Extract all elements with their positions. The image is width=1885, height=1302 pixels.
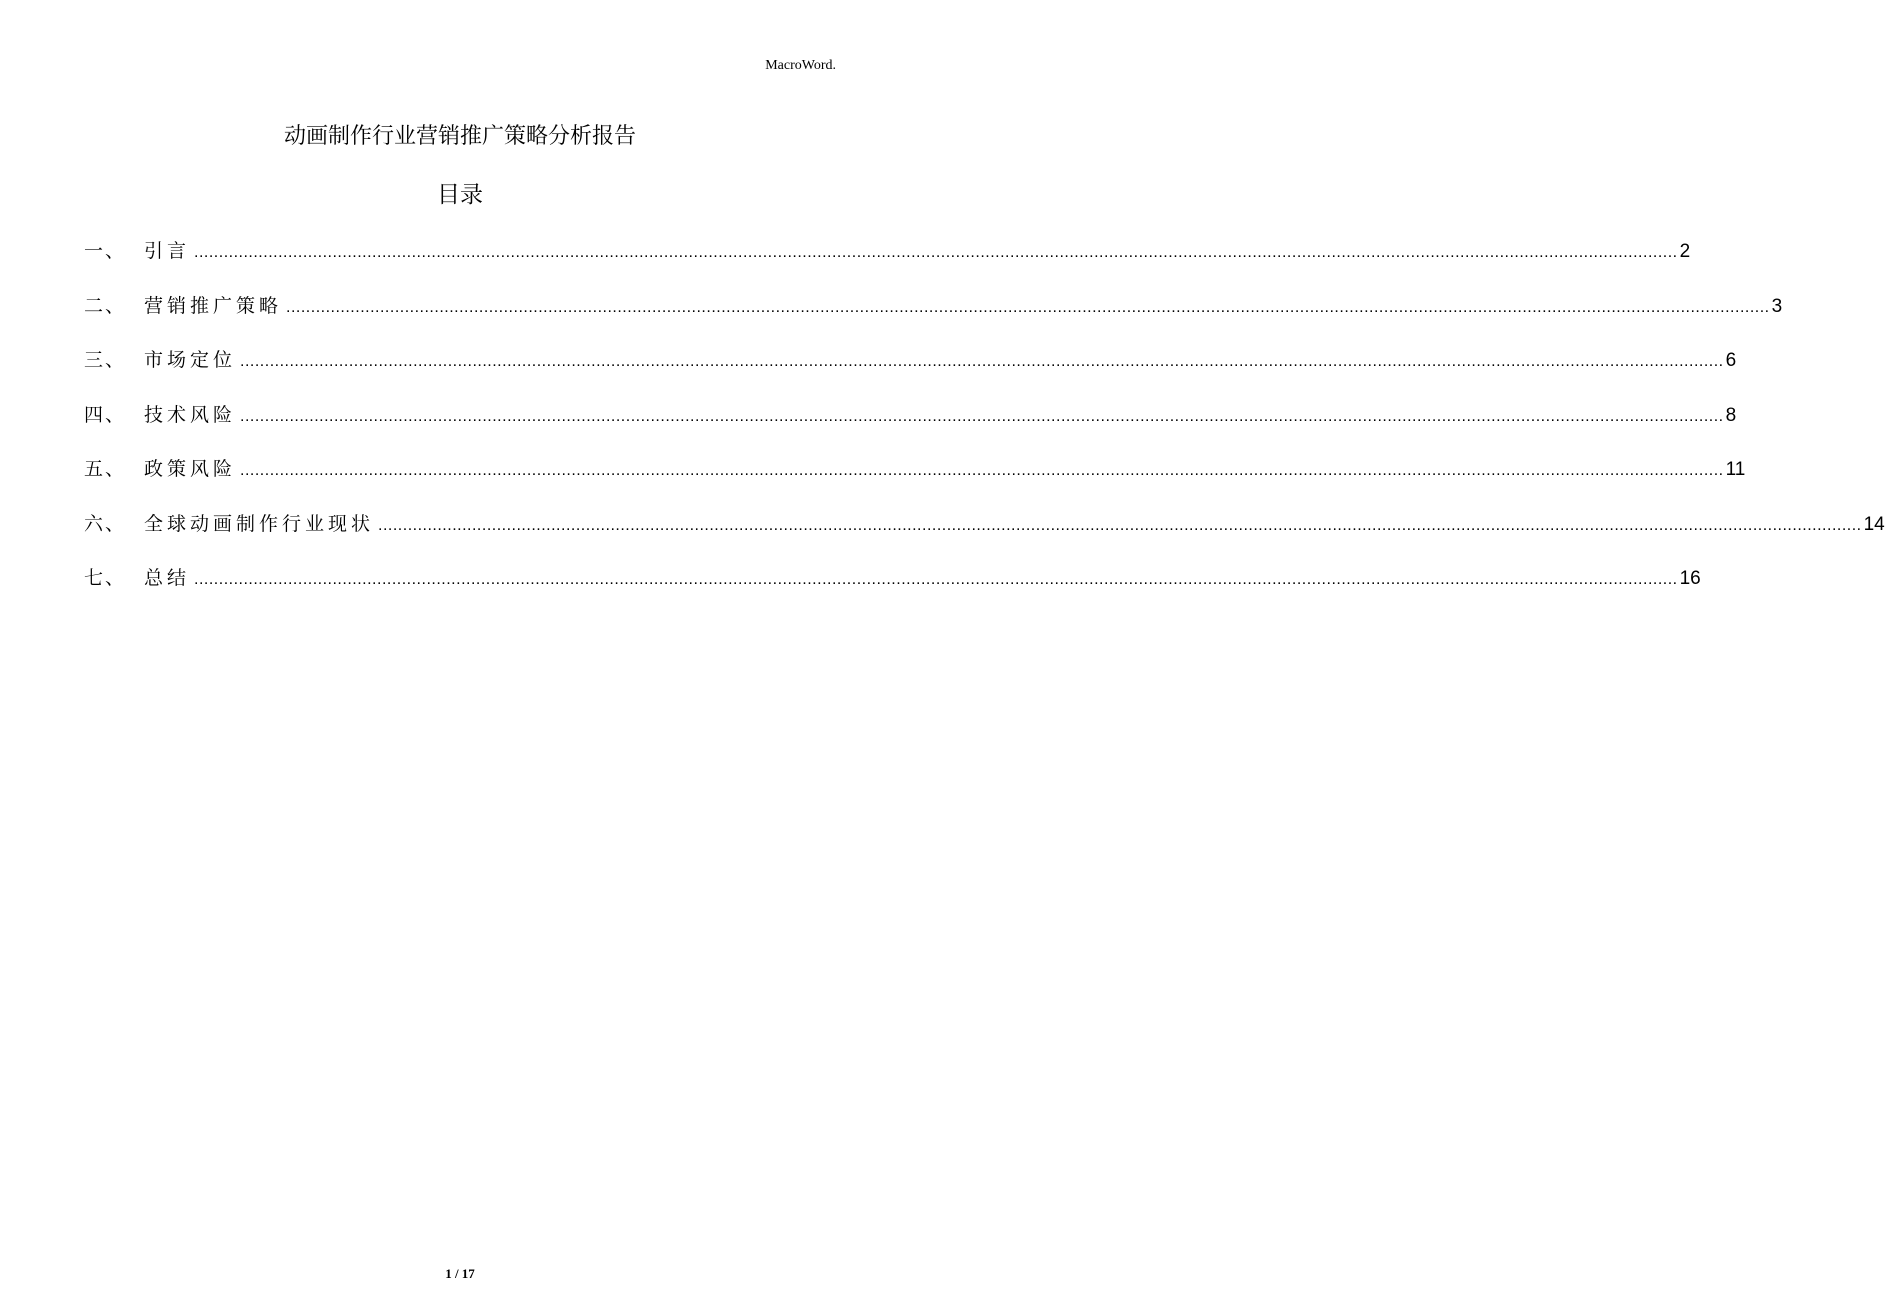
toc-entry-number: 二、 bbox=[84, 294, 127, 317]
page-indicator: 1 / 17 bbox=[445, 1266, 475, 1281]
toc-entry-summary[interactable] bbox=[84, 565, 1701, 620]
document-title: 动画制作行业营销推广策略分析报告 bbox=[283, 124, 636, 149]
toc-entry-page: 2 bbox=[1679, 241, 1691, 262]
toc-dot-leader: ............................................................................................................................................................................................................................................................................................................ bbox=[240, 407, 1724, 425]
toc-entry-number: 六、 bbox=[84, 512, 127, 535]
toc-entry-label: 引言 bbox=[144, 240, 191, 262]
toc-entry-number: 四、 bbox=[84, 403, 127, 426]
toc-entry-page: 3 bbox=[1771, 295, 1783, 317]
toc-entry-number: 七、 bbox=[84, 567, 127, 589]
toc-entry-market-positioning[interactable] bbox=[84, 347, 1737, 402]
toc-entry-label: 市场定位 bbox=[144, 349, 237, 371]
toc-dot-leader: ............................................................................................................................................................................................................................................................................................................ bbox=[286, 298, 1770, 316]
toc-dot-leader: ............................................................................................................................................................................................................................................................................................................ bbox=[378, 516, 1862, 534]
toc-entry-label: 全球动画制作行业现状 bbox=[144, 512, 375, 535]
toc-entry-page: 11 bbox=[1725, 459, 1746, 480]
toc-entry-technical-risk[interactable] bbox=[84, 402, 1737, 457]
toc-entry-page: 6 bbox=[1725, 350, 1737, 371]
toc-dot-leader: ............................................................................................................................................................................................................................................................................................................ bbox=[240, 462, 1724, 479]
toc-heading: 目录 bbox=[437, 182, 483, 208]
toc-entry-intro[interactable] bbox=[84, 238, 1691, 293]
toc-entry-page: 8 bbox=[1725, 404, 1737, 426]
toc-entry-global-industry-status[interactable] bbox=[84, 511, 1885, 566]
toc-entry-label: 总结 bbox=[144, 567, 191, 589]
toc-entry-label: 营销推广策略 bbox=[144, 294, 283, 317]
toc-entry-label: 技术风险 bbox=[144, 403, 237, 426]
toc-dot-leader: ............................................................................................................................................................................................................................................................................................................ bbox=[240, 353, 1724, 370]
toc-entry-page: 14 bbox=[1863, 513, 1885, 535]
header-brand: MacroWord. bbox=[765, 58, 836, 73]
toc-entry-page: 16 bbox=[1679, 568, 1701, 589]
toc-entry-number: 三、 bbox=[84, 349, 127, 371]
toc-entry-label: 政策风险 bbox=[144, 458, 237, 480]
toc-entry-policy-risk[interactable] bbox=[84, 456, 1746, 511]
toc-dot-leader: ............................................................................................................................................................................................................................................................................................................ bbox=[194, 244, 1678, 261]
toc-dot-leader: ............................................................................................................................................................................................................................................................................................................ bbox=[194, 571, 1678, 588]
toc-entry-marketing-strategy[interactable] bbox=[84, 293, 1783, 348]
toc-entry-number: 五、 bbox=[84, 458, 127, 480]
table-of-contents bbox=[84, 238, 1885, 620]
toc-entry-number: 一、 bbox=[84, 240, 127, 262]
